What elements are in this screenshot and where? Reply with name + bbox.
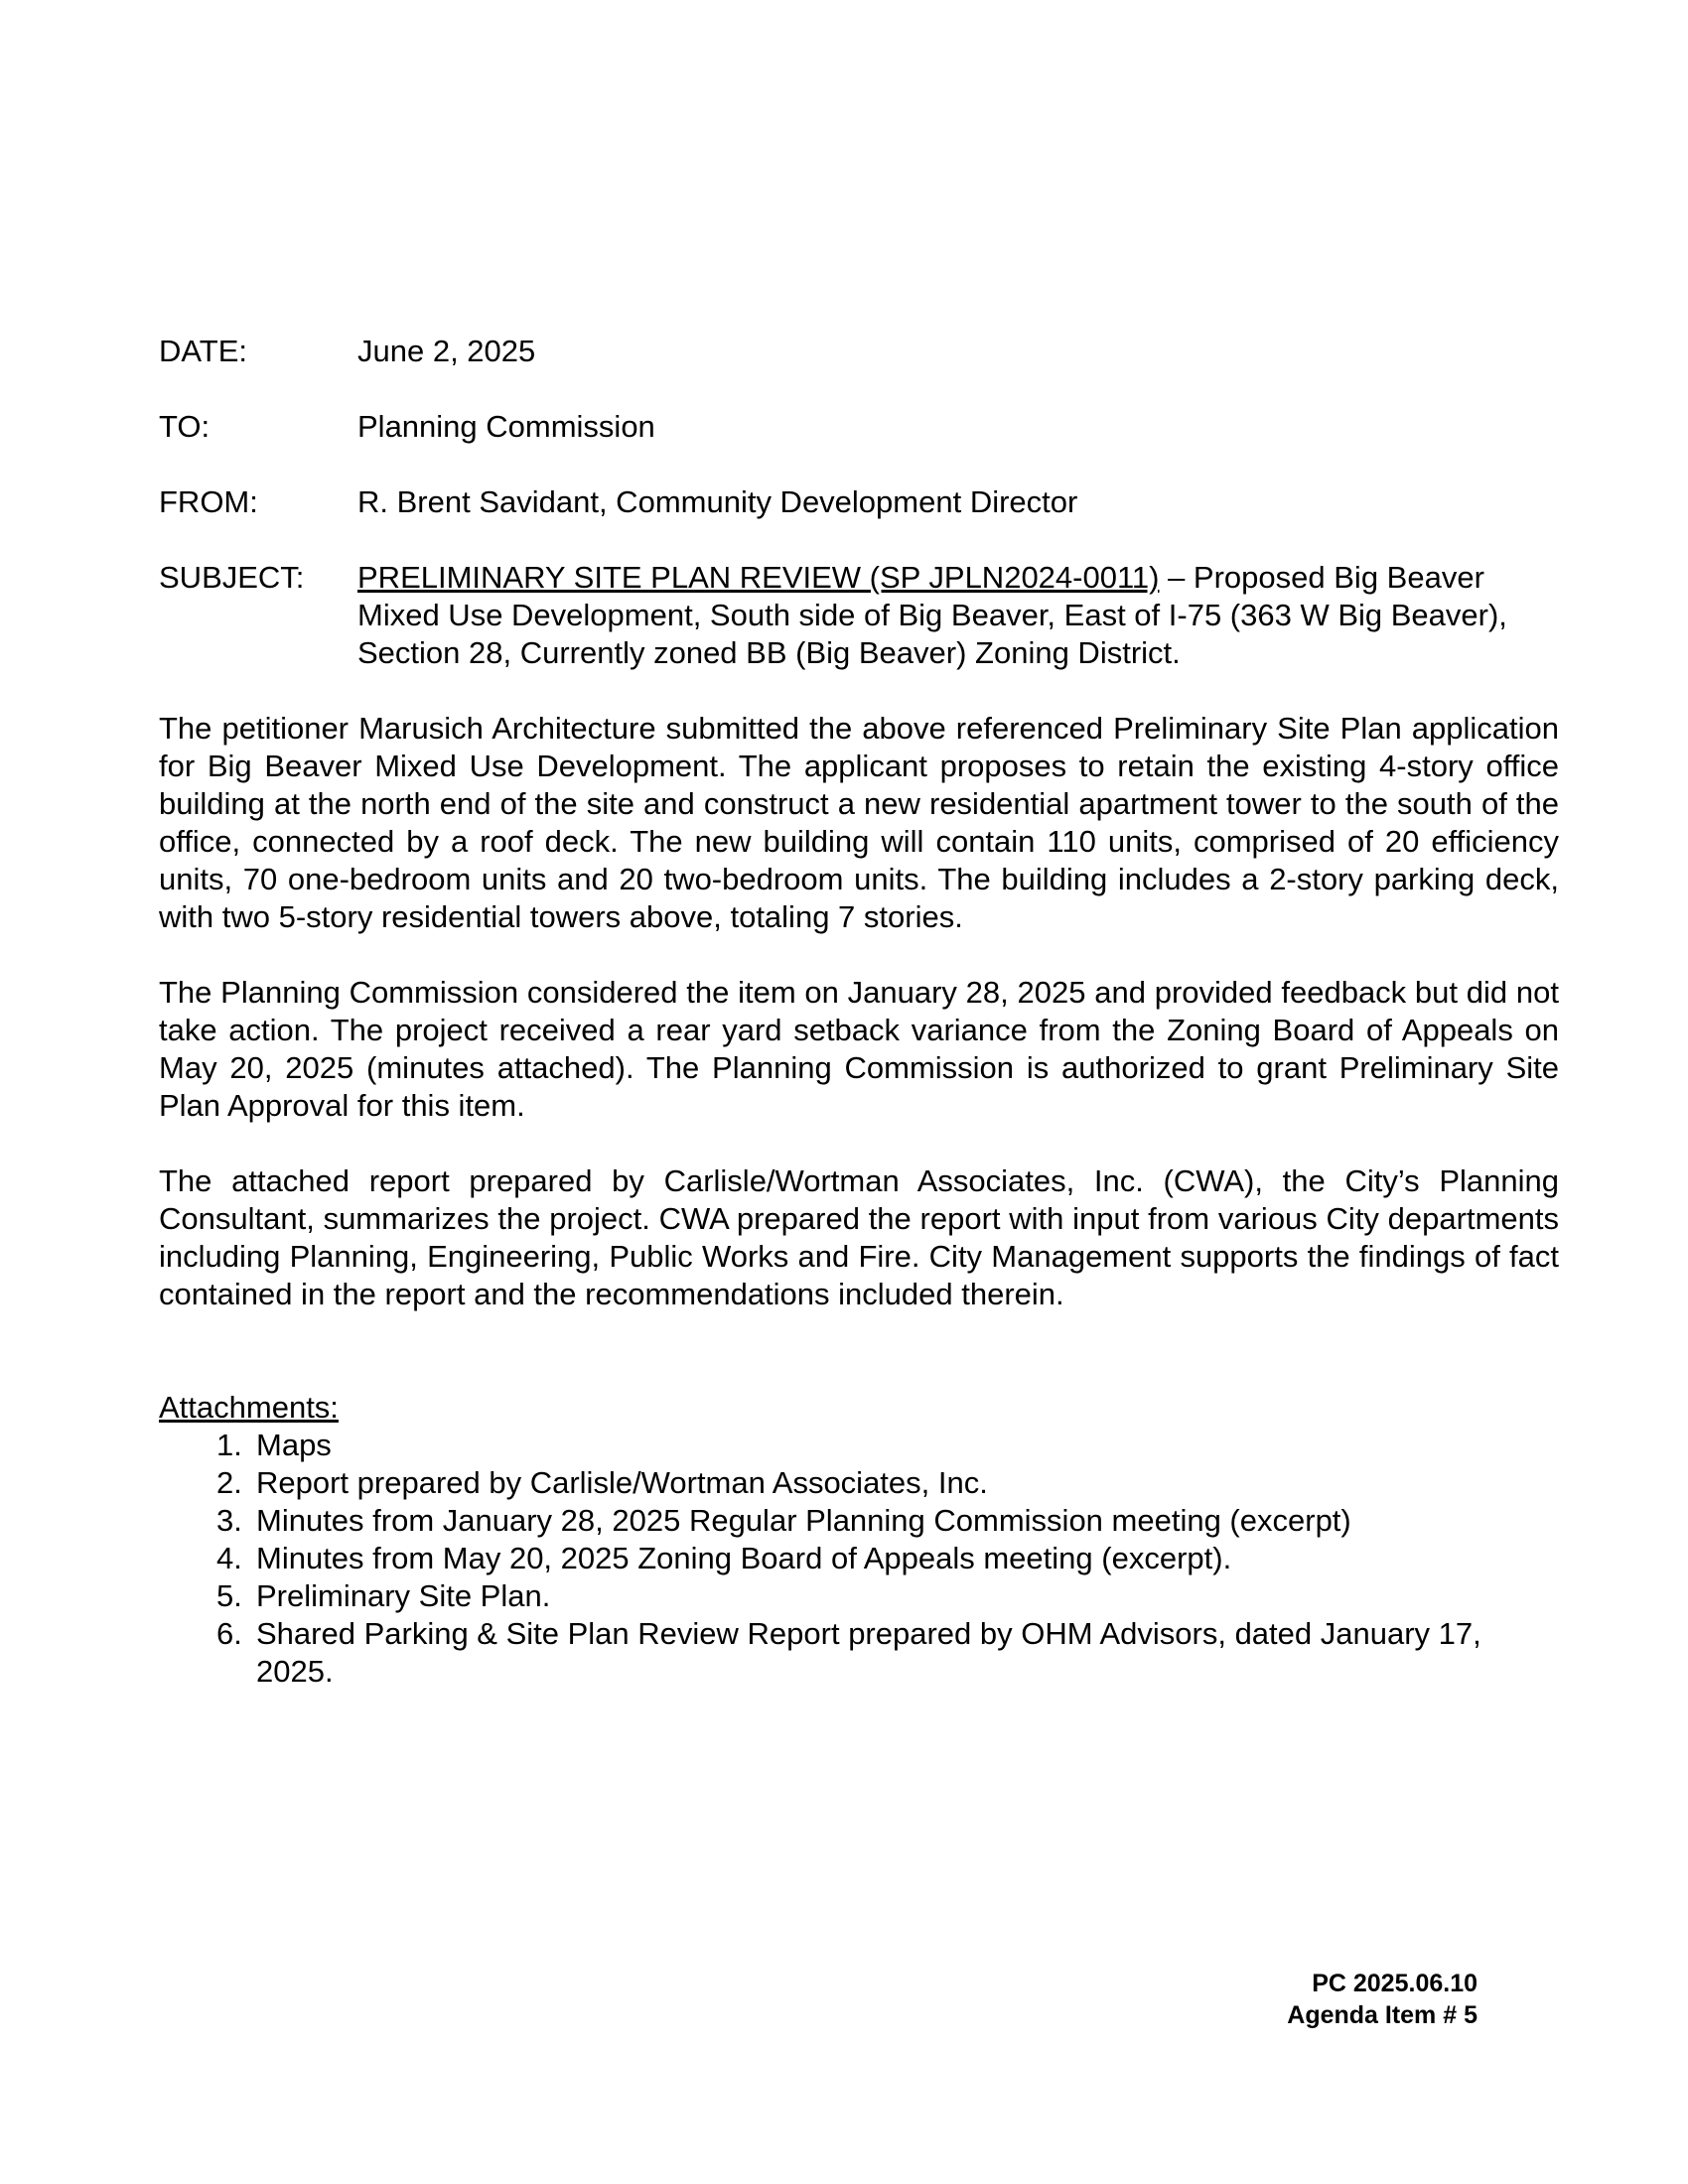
to-value: Planning Commission — [357, 409, 655, 444]
from-row — [159, 483, 1559, 521]
from-value: R. Brent Savidant, Community Development Director — [357, 484, 1078, 519]
attachment-text: Report prepared by Carlisle/Wortman Associates, Inc. — [256, 1465, 988, 1500]
body-paragraph-1: The petitioner Marusich Architecture submitted the above referenced Preliminary Site Plan application for Big Beaver Mixed Use Development. The applicant proposes to retain the existing 4-story office building at the north end of the site and construct a new residential apartment tower to the south of the office, connected by a roof deck. The new building will contain 110 units, comprised of 20 efficiency units, 70 one-bedroom units and 20 two-bedroom units. The building includes a 2-story parking deck, with two 5-story residential towers above, totaling 7 stories. — [159, 711, 1559, 934]
subject-description: – Proposed Big Beaver Mixed Use Development, South side of Big Beaver, East of I-75 (363 W Big Beaver), Section 28, Currently zoned BB (Big Beaver) Zoning District. — [357, 560, 1507, 670]
date-label: DATE: — [159, 334, 247, 368]
from-label: FROM: — [159, 484, 258, 519]
agenda-footer — [1287, 1968, 1477, 2031]
attachment-number: 4. — [216, 1541, 242, 1575]
subject-row — [159, 559, 1559, 672]
subject-label: SUBJECT: — [159, 560, 305, 595]
attachments-list — [159, 1427, 1559, 1691]
memo-document — [159, 333, 1559, 1691]
attachment-item — [159, 1577, 1559, 1615]
attachment-text: Minutes from January 28, 2025 Regular Planning Commission meeting (excerpt) — [256, 1503, 1351, 1538]
attachment-item — [159, 1427, 1559, 1464]
attachment-item — [159, 1502, 1559, 1540]
attachment-number: 5. — [216, 1578, 242, 1613]
attachments-heading: Attachments: — [159, 1390, 339, 1425]
attachment-text: Shared Parking & Site Plan Review Report prepared by OHM Advisors, dated January 17, 2025. — [256, 1616, 1481, 1689]
attachment-number: 2. — [216, 1465, 242, 1500]
attachment-text: Preliminary Site Plan. — [256, 1578, 551, 1613]
date-row — [159, 333, 1559, 370]
attachment-item — [159, 1540, 1559, 1577]
body-paragraph-3: The attached report prepared by Carlisle/Wortman Associates, Inc. (CWA), the City’s Planning Consultant, summarizes the project. CWA prepared the report with input from various City departments including Planning, Engineering, Public Works and Fire. City Management supports the findings of fact contained in the report and the recommendations included therein. — [159, 1163, 1559, 1311]
date-value: June 2, 2025 — [357, 334, 536, 368]
meeting-code: PC 2025.06.10 — [1312, 1970, 1477, 1997]
attachment-number: 1. — [216, 1428, 242, 1462]
attachment-number: 3. — [216, 1503, 242, 1538]
attachment-item — [159, 1464, 1559, 1502]
to-row — [159, 408, 1559, 446]
attachment-item — [159, 1615, 1559, 1691]
agenda-item-number: Agenda Item # 5 — [1287, 2001, 1477, 2029]
subject-title: PRELIMINARY SITE PLAN REVIEW (SP JPLN2024-0011) — [357, 560, 1160, 595]
attachment-text: Minutes from May 20, 2025 Zoning Board of Appeals meeting (excerpt). — [256, 1541, 1232, 1575]
attachment-text: Maps — [256, 1428, 332, 1462]
attachment-number: 6. — [216, 1616, 242, 1651]
to-label: TO: — [159, 409, 211, 444]
body-paragraph-2: The Planning Commission considered the item on January 28, 2025 and provided feedback but did not take action. The project received a rear yard setback variance from the Zoning Board of Appeals on May 20, 2025 (minutes attached). The Planning Commission is authorized to grant Preliminary Site Plan Approval for this item. — [159, 975, 1559, 1123]
subject-value — [357, 559, 1559, 672]
